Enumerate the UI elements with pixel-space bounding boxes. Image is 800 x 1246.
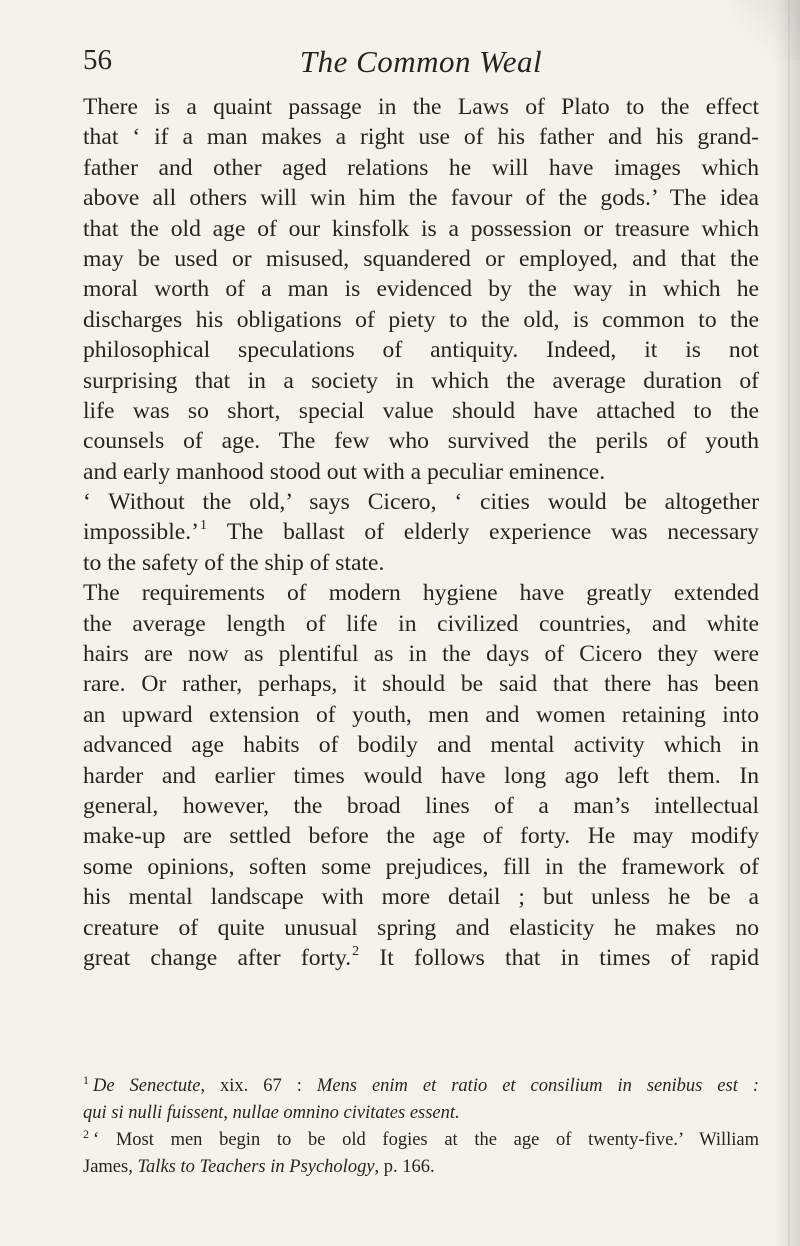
text-line: the average length of life in civilized countries, and white — [83, 610, 759, 637]
text-line: hairs are now as plentiful as in the days of Cicero they were — [83, 641, 759, 668]
footnote-text: ‘ Most men begin to be old fogies at the age of twenty-five.’ William — [93, 1130, 759, 1150]
text-segment: The ballast of elderly experience was necessary — [226, 519, 759, 546]
footnote-2-line-2 — [83, 1154, 759, 1181]
text-line: may be used or misused, squandered or employed, and that the — [83, 245, 759, 272]
footnote-text: James, — [83, 1157, 138, 1177]
text-line: discharges his obligations of piety to the old, is common to the — [83, 306, 759, 333]
text-line: creature of quite unusual spring and elasticity he makes no — [83, 914, 759, 941]
footnote-2-line-1 — [83, 1127, 759, 1154]
footnote-ref-1: 1 — [200, 518, 207, 534]
main-text — [83, 92, 759, 973]
text-line: counsels of age. The few who survived the perils of youth — [83, 428, 759, 455]
text-segment: It follows that in times of rapid — [379, 944, 759, 971]
page-edge-line — [788, 0, 790, 1246]
text-line-with-footnote — [83, 517, 759, 547]
text-line: general, however, the broad lines of a man’s intellectual — [83, 792, 759, 819]
citation-ref: , xix. 67 : — [200, 1076, 317, 1096]
footnote-number: 1 — [83, 1073, 89, 1087]
cited-work-title: De Senectute — [93, 1076, 201, 1096]
latin-quote: Mens enim et ratio et consilium in senibus est : — [316, 1076, 760, 1096]
text-line: There is a quaint passage in the Laws of Plato to the effect — [83, 94, 759, 120]
text-line-with-footnote — [83, 943, 759, 973]
cited-work-title: Talks to Teachers in Psychology — [137, 1157, 375, 1177]
text-line: advanced age habits of bodily and mental activity which in — [83, 732, 759, 759]
page-header — [83, 46, 759, 88]
text-line: make-up are settled before the age of forty. He may modify — [83, 823, 759, 850]
footnotes — [83, 1073, 759, 1181]
text-line: The requirements of modern hygiene have greatly extended — [83, 580, 759, 607]
text-line: that the old age of our kinsfolk is a possession or treasure which — [83, 215, 759, 242]
footnote-ref-2: 2 — [352, 943, 360, 959]
text-line: moral worth of a man is evidenced by the way in which he — [83, 276, 759, 303]
text-line: philosophical speculations of antiquity. Indeed, it is not — [83, 337, 759, 364]
text-line: and early manhood stood out with a peculiar eminence. — [83, 458, 606, 485]
text-segment: great change after forty. — [83, 944, 352, 971]
page-number: 56 — [83, 44, 112, 76]
text-line: father and other aged relations he will have images which — [83, 154, 759, 181]
text-line: harder and earlier times would have long ago left them. In — [83, 762, 759, 789]
text-line: rare. Or rather, perhaps, it should be said that there has been — [83, 671, 759, 698]
footnote-text: , p. 166. — [374, 1157, 435, 1177]
text-line: an upward extension of youth, men and women retaining into — [83, 701, 759, 728]
text-line: ‘ Without the old,’ says Cicero, ‘ cities would be altogether — [83, 489, 759, 516]
text-line: some opinions, soften some prejudices, fill in the framework of — [83, 853, 759, 880]
footnote-1-line-1 — [83, 1073, 759, 1100]
latin-quote: nullae omnino civitates essent. — [232, 1103, 460, 1123]
text-line: that ‘ if a man makes a right use of his father and his grand- — [83, 124, 759, 151]
text-line: surprising that in a society in which the average duration of — [83, 367, 759, 394]
text-line: to the safety of the ship of state. — [83, 549, 385, 576]
footnote-1-line-2 — [83, 1100, 759, 1127]
text-segment: impossible.’ — [83, 519, 199, 546]
latin-quote: qui si nulli fuissent — [83, 1103, 224, 1123]
running-title: The Common Weal — [299, 44, 543, 79]
footnote-number: 2 — [83, 1127, 89, 1141]
punctuation: , — [223, 1103, 233, 1123]
text-line: his mental landscape with more detail ; but unless he be a — [83, 884, 759, 911]
text-line: above all others will win him the favour of the gods.’ The idea — [83, 185, 759, 212]
page-edge-shadow — [774, 0, 800, 1246]
text-line: life was so short, special value should have attached to the — [83, 397, 759, 424]
